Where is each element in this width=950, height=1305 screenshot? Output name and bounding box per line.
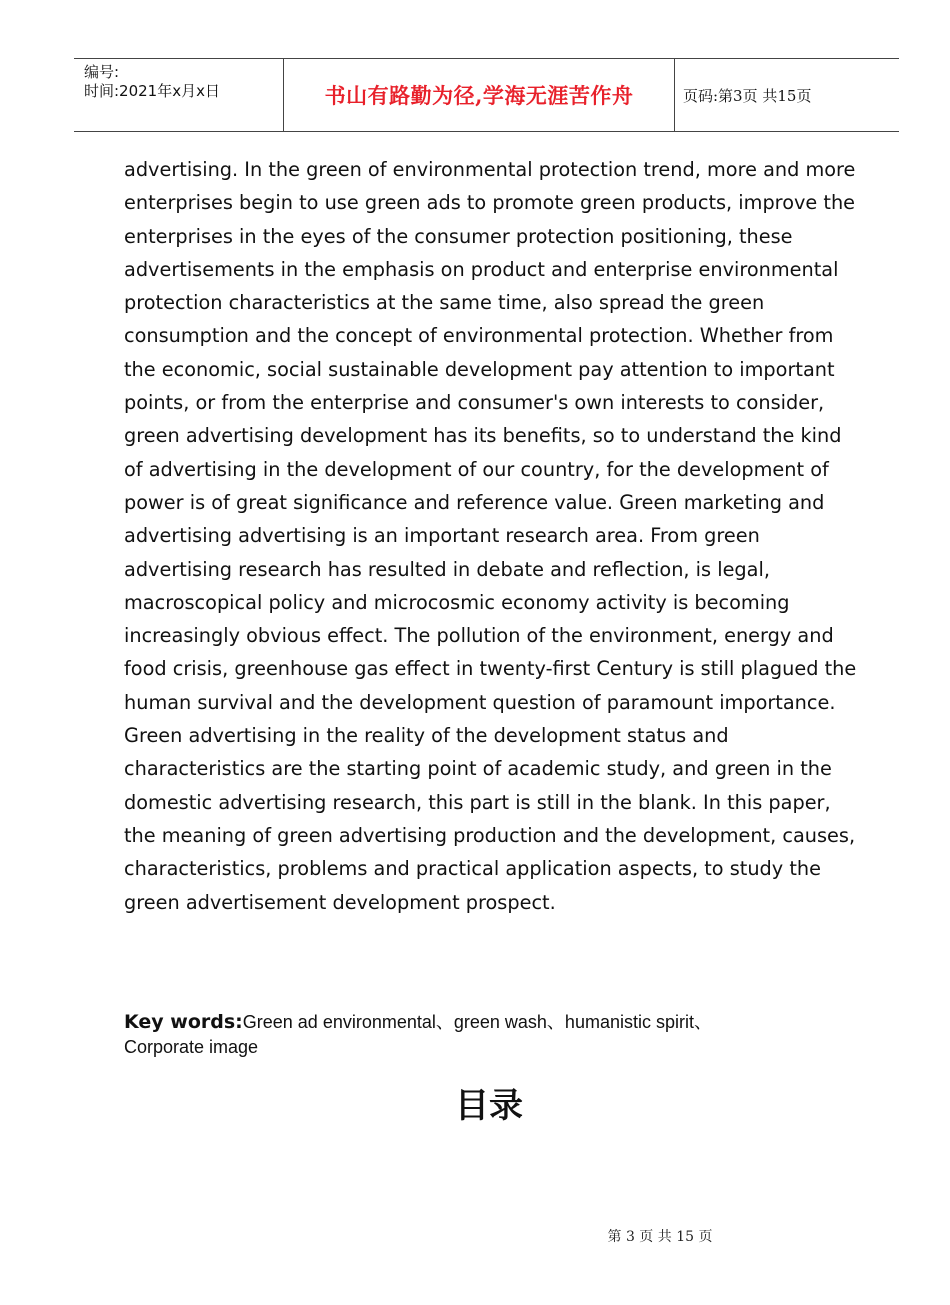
header-motto: 书山有路勤为径,学海无涯苦作舟 [284,59,675,131]
keywords-line [124,1010,744,1060]
toc-title: 目录 [455,1086,523,1126]
page-footer: 第 3 页 共 15 页 [607,1229,713,1245]
keywords-value: Green ad environmental、green wash、humanistic spirit、Corporate image [124,1012,712,1057]
abstract-text: advertising. In the green of environmental protection trend, more and more enterprises begin to use green ads to promote green products, improve the enterprises in the eyes of the consumer protection positioning, these advertisements in the emphasis on product and enterprise environmental protection characteristics at the same time, also spread the green consumption and the concept of environmental protection. Whether from the economic, social sustainable development pay attention to important points, or from the enterprise and consumer's own interests to consider, green advertising development has its benefits, so to understand the kind of advertising in the development of our country, for the development of power is of great significance and reference value. Green marketing and advertising advertising is an important research area. From green advertising research has resulted in debate and reflection, is legal, macroscopical policy and microcosmic economy activity is becoming increasingly obvious effect. The pollution of the environment, energy and food crisis, greenhouse gas effect in twenty-first Century is still plagued the human survival and the development question of paramount importance. Green advertising in the reality of the development status and characteristics are the starting point of academic study, and green in the domestic advertising research, this part is still in the blank. In this paper, the meaning of green advertising production and the development, causes, characteristics, problems and practical application aspects, to study the green advertisement development prospect. [124,158,857,914]
serial-label: 编号: [84,63,120,81]
keywords-label: Key words: [124,1011,243,1033]
page-header [74,58,899,132]
header-meta [74,59,284,131]
header-page-info: 页码:第3页 共15页 [683,86,812,105]
date-label: 时间:2021年x月x日 [84,82,220,100]
